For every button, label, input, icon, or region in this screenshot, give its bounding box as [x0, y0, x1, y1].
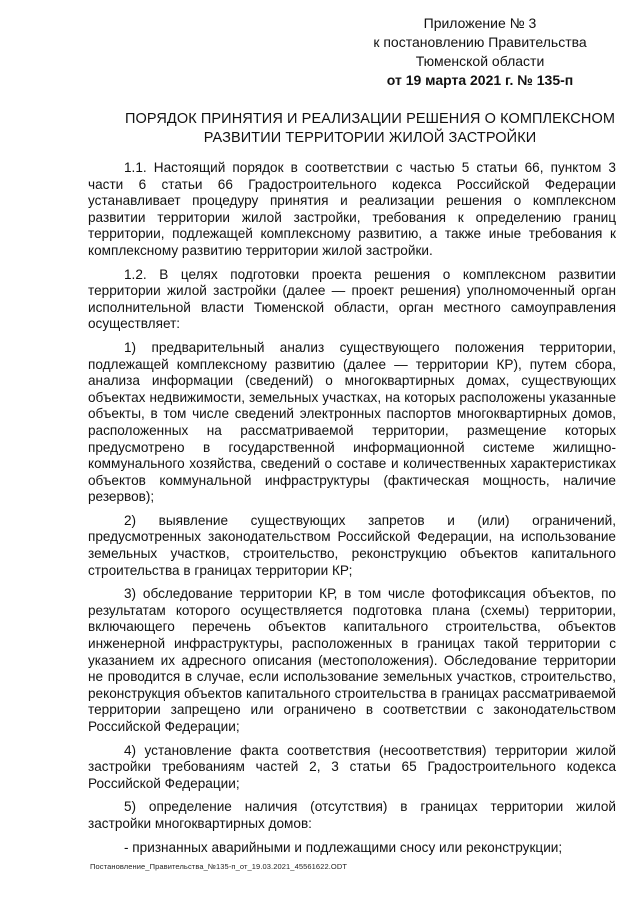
list-item-2: 2) выявление существующих запретов и (или) ограничений, предусмотренных законодательством Российской Федерации, на использование земельных участков, строительство, реконструкцию объектов капитального строительства в границах территории КР; [88, 512, 616, 578]
list-item-1: 1) предварительный анализ существующего положения территории, подлежащей комплексному развитию (далее — территории КР), путем сбора, анализа информации (сведений) о многоквартирных домах, существующих объектах недвижимости, земельных участках, на которых расположены указанные объекты, в том числе сведений электронных паспортов многоквартирных домов, расположенных на рассматриваемой территории, размещение которых предусмотрено в государственной информационной системе жилищно-коммунального хозяйства, сведений о составе и количественных характеристиках объектов коммунальной инфраструктуры (фактическая мощность, наличие резервов); [88, 339, 616, 505]
annex-reference: к постановлению Правительства [373, 34, 587, 50]
annex-region: Тюменской области [415, 53, 545, 69]
list-item-3: 3) обследование территории КР, в том числе фотофиксация объектов, по результатам которого осуществляется подготовка плана (схемы) территории, включающего перечень объектов капитального строительства, объектов инженерной инфраструктуры, расположенных в границах такой территории с указанием их адресного описания (местоположения). Обследование территории не проводится в случае, если использование земельных участков, строительство, реконструкция объектов капитального строительства в границах рассматриваемой территории запрещено или ограничено в соответствии с законодательством Российской Федерации; [88, 586, 616, 734]
file-name-footer: Постановление_Правительства_№135-п_от_19.03.2021_45561622.ODT [90, 862, 348, 871]
paragraph-1-1: 1.1. Настоящий порядок в соответствии с частью 5 статьи 66, пунктом 3 части 6 статьи 66 Градостроительного кодекса Российской Федерации устанавливает процедуру принятия и реализации решения о комплексном развитии территории жилой застройки, требования к определению границ территории, подлежащей комплексному развитию, а также иные требования к комплексному развитию территории жилой застройки. [88, 160, 616, 258]
paragraph-1-2: 1.2. В целях подготовки проекта решения о комплексном развитии территории жилой застройки (далее — проект решения) уполномоченный орган исполнительной власти Тюменской области, орган местного самоуправления осуществляет: [88, 266, 616, 332]
annex-header [360, 14, 600, 90]
dash-item-1: - признанных аварийными и подлежащими сносу или реконструкции; [124, 839, 563, 855]
title-line-2: РАЗВИТИИ ТЕРРИТОРИИ ЖИЛОЙ ЗАСТРОЙКИ [203, 130, 537, 146]
list-item-4: 4) установление факта соответствия (несоответствия) территории жилой застройки требованиям частей 2, 3 статьи 65 Градостроительного кодекса Российской Федерации; [88, 742, 616, 791]
title-line-1: ПОРЯДОК ПРИНЯТИЯ И РЕАЛИЗАЦИИ РЕШЕНИЯ О КОМПЛЕКСНОМ [124, 111, 616, 127]
annex-date: от 19 марта 2021 г. № 135-п [386, 72, 574, 88]
list-item-5: 5) определение наличия (отсутствия) в границах территории жилой застройки многоквартирных домов: [88, 799, 616, 831]
document-body [88, 160, 616, 863]
document-title [120, 110, 620, 148]
annex-number: Приложение № 3 [423, 15, 537, 31]
